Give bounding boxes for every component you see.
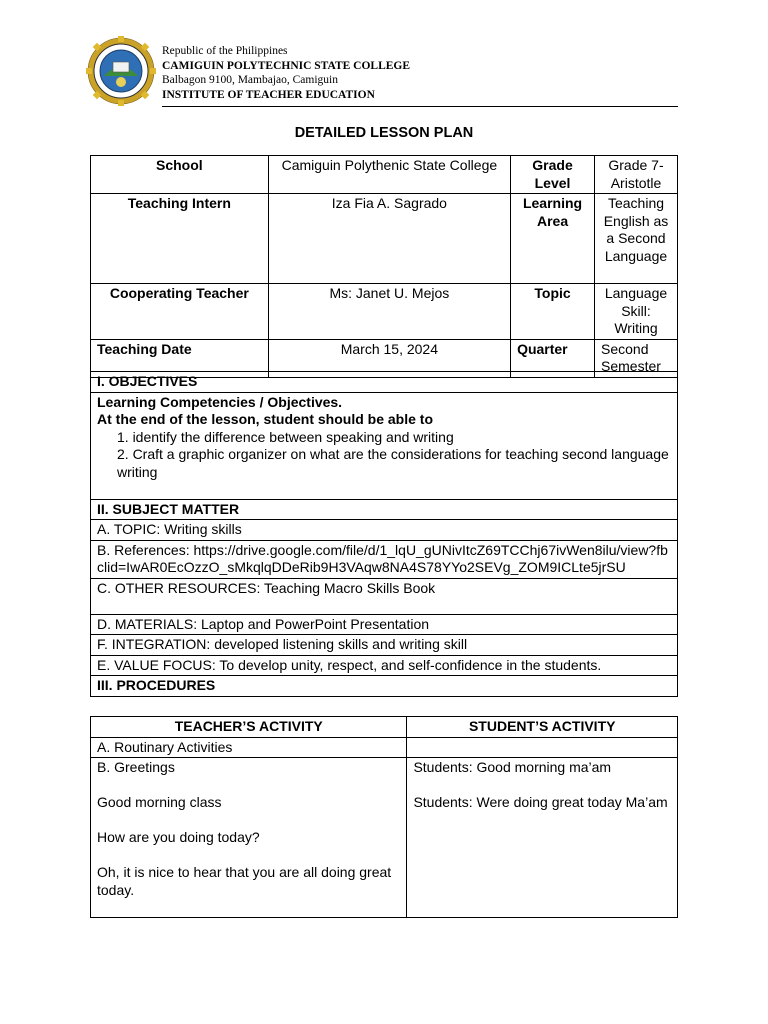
grade-value: Grade 7-Aristotle xyxy=(595,156,678,194)
area-label: Learning Area xyxy=(511,194,595,284)
intern-label: Teaching Intern xyxy=(91,194,269,284)
student-activity-header: STUDENT’S ACTIVITY xyxy=(407,717,678,738)
objective-item-2: 2. Craft a graphic organizer on what are the considerations for teaching second language writing xyxy=(117,446,669,480)
subject-integration: F. INTEGRATION: developed listening skills and writing skill xyxy=(91,635,678,656)
subject-references: B. References: https://drive.google.com/file/d/1_lqU_gUNivItcZ69TCChj67ivWen8ilu/view?fbclid=IwAR0EcOzzO_sMkqlqDDeRib9H3VAqw8NA4S78YYo2SEVg_ZOM9ICLte5jrSU xyxy=(91,540,678,578)
objective-item-1: 1. identify the difference between speaking and writing xyxy=(117,428,454,445)
student-line-2: Students: Were doing great today Ma’am xyxy=(413,794,668,810)
coop-value: Ms: Janet U. Mejos xyxy=(268,284,510,340)
document-title: DETAILED LESSON PLAN xyxy=(294,125,474,141)
subject-topic: A. TOPIC: Writing skills xyxy=(91,520,678,541)
routinary-empty xyxy=(407,737,678,758)
letterhead xyxy=(86,36,678,108)
area-value: Teaching English as a Second Language xyxy=(595,194,678,284)
routinary-activities: A. Routinary Activities xyxy=(91,737,407,758)
date-label: Teaching Date xyxy=(91,339,269,377)
teacher-line-1: B. Greetings xyxy=(97,759,175,775)
subject-other-resources: C. OTHER RESOURCES: Teaching Macro Skills Book xyxy=(91,578,678,614)
institute-name: INSTITUTE OF TEACHER EDUCATION xyxy=(162,88,375,101)
teacher-line-2: Good morning class xyxy=(97,794,222,810)
teacher-activity-cell xyxy=(91,758,407,918)
college-address: Balbagon 9100, Mambajao, Camiguin xyxy=(162,74,338,86)
objectives-heading: I. OBJECTIVES xyxy=(91,372,678,393)
student-line-1: Students: Good morning ma’am xyxy=(413,759,612,775)
subject-heading: II. SUBJECT MATTER xyxy=(91,499,678,520)
objectives-cell xyxy=(91,392,678,499)
subject-materials: D. MATERIALS: Laptop and PowerPoint Presentation xyxy=(91,614,678,635)
grade-label: Grade Level xyxy=(511,156,595,194)
college-seal-icon xyxy=(86,36,156,106)
topic-value: Language Skill: Writing xyxy=(595,284,678,340)
objectives-and-subject-table xyxy=(90,371,678,697)
coop-label: Cooperating Teacher xyxy=(91,284,269,340)
letterhead-text xyxy=(162,44,410,102)
date-value: March 15, 2024 xyxy=(268,339,510,377)
topic-label: Topic xyxy=(511,284,595,340)
quarter-label: Quarter xyxy=(511,339,595,377)
procedures-table xyxy=(90,716,678,918)
college-name: CAMIGUIN POLYTECHNIC STATE COLLEGE xyxy=(162,59,411,72)
teacher-activity-header: TEACHER’S ACTIVITY xyxy=(91,717,407,738)
objectives-sub1: Learning Competencies / Objectives. xyxy=(97,393,343,410)
teacher-line-4: Oh, it is nice to hear that you are all doing great today. xyxy=(97,864,392,898)
procedures-heading: III. PROCEDURES xyxy=(91,676,678,697)
student-activity-cell xyxy=(407,758,678,918)
country-line: Republic of the Philippines xyxy=(162,45,288,57)
intern-value: Iza Fia A. Sagrado xyxy=(268,194,510,284)
lesson-info-table xyxy=(90,155,678,378)
quarter-value: Second Semester xyxy=(595,339,678,377)
school-label: School xyxy=(91,156,269,194)
letterhead-divider xyxy=(162,106,678,107)
school-value: Camiguin Polythenic State College xyxy=(268,156,510,194)
objectives-sub2: At the end of the lesson, student should be able to xyxy=(97,411,434,427)
subject-value-focus: E. VALUE FOCUS: To develop unity, respect, and self-confidence in the students. xyxy=(91,655,678,676)
teacher-line-3: How are you doing today? xyxy=(97,829,260,845)
